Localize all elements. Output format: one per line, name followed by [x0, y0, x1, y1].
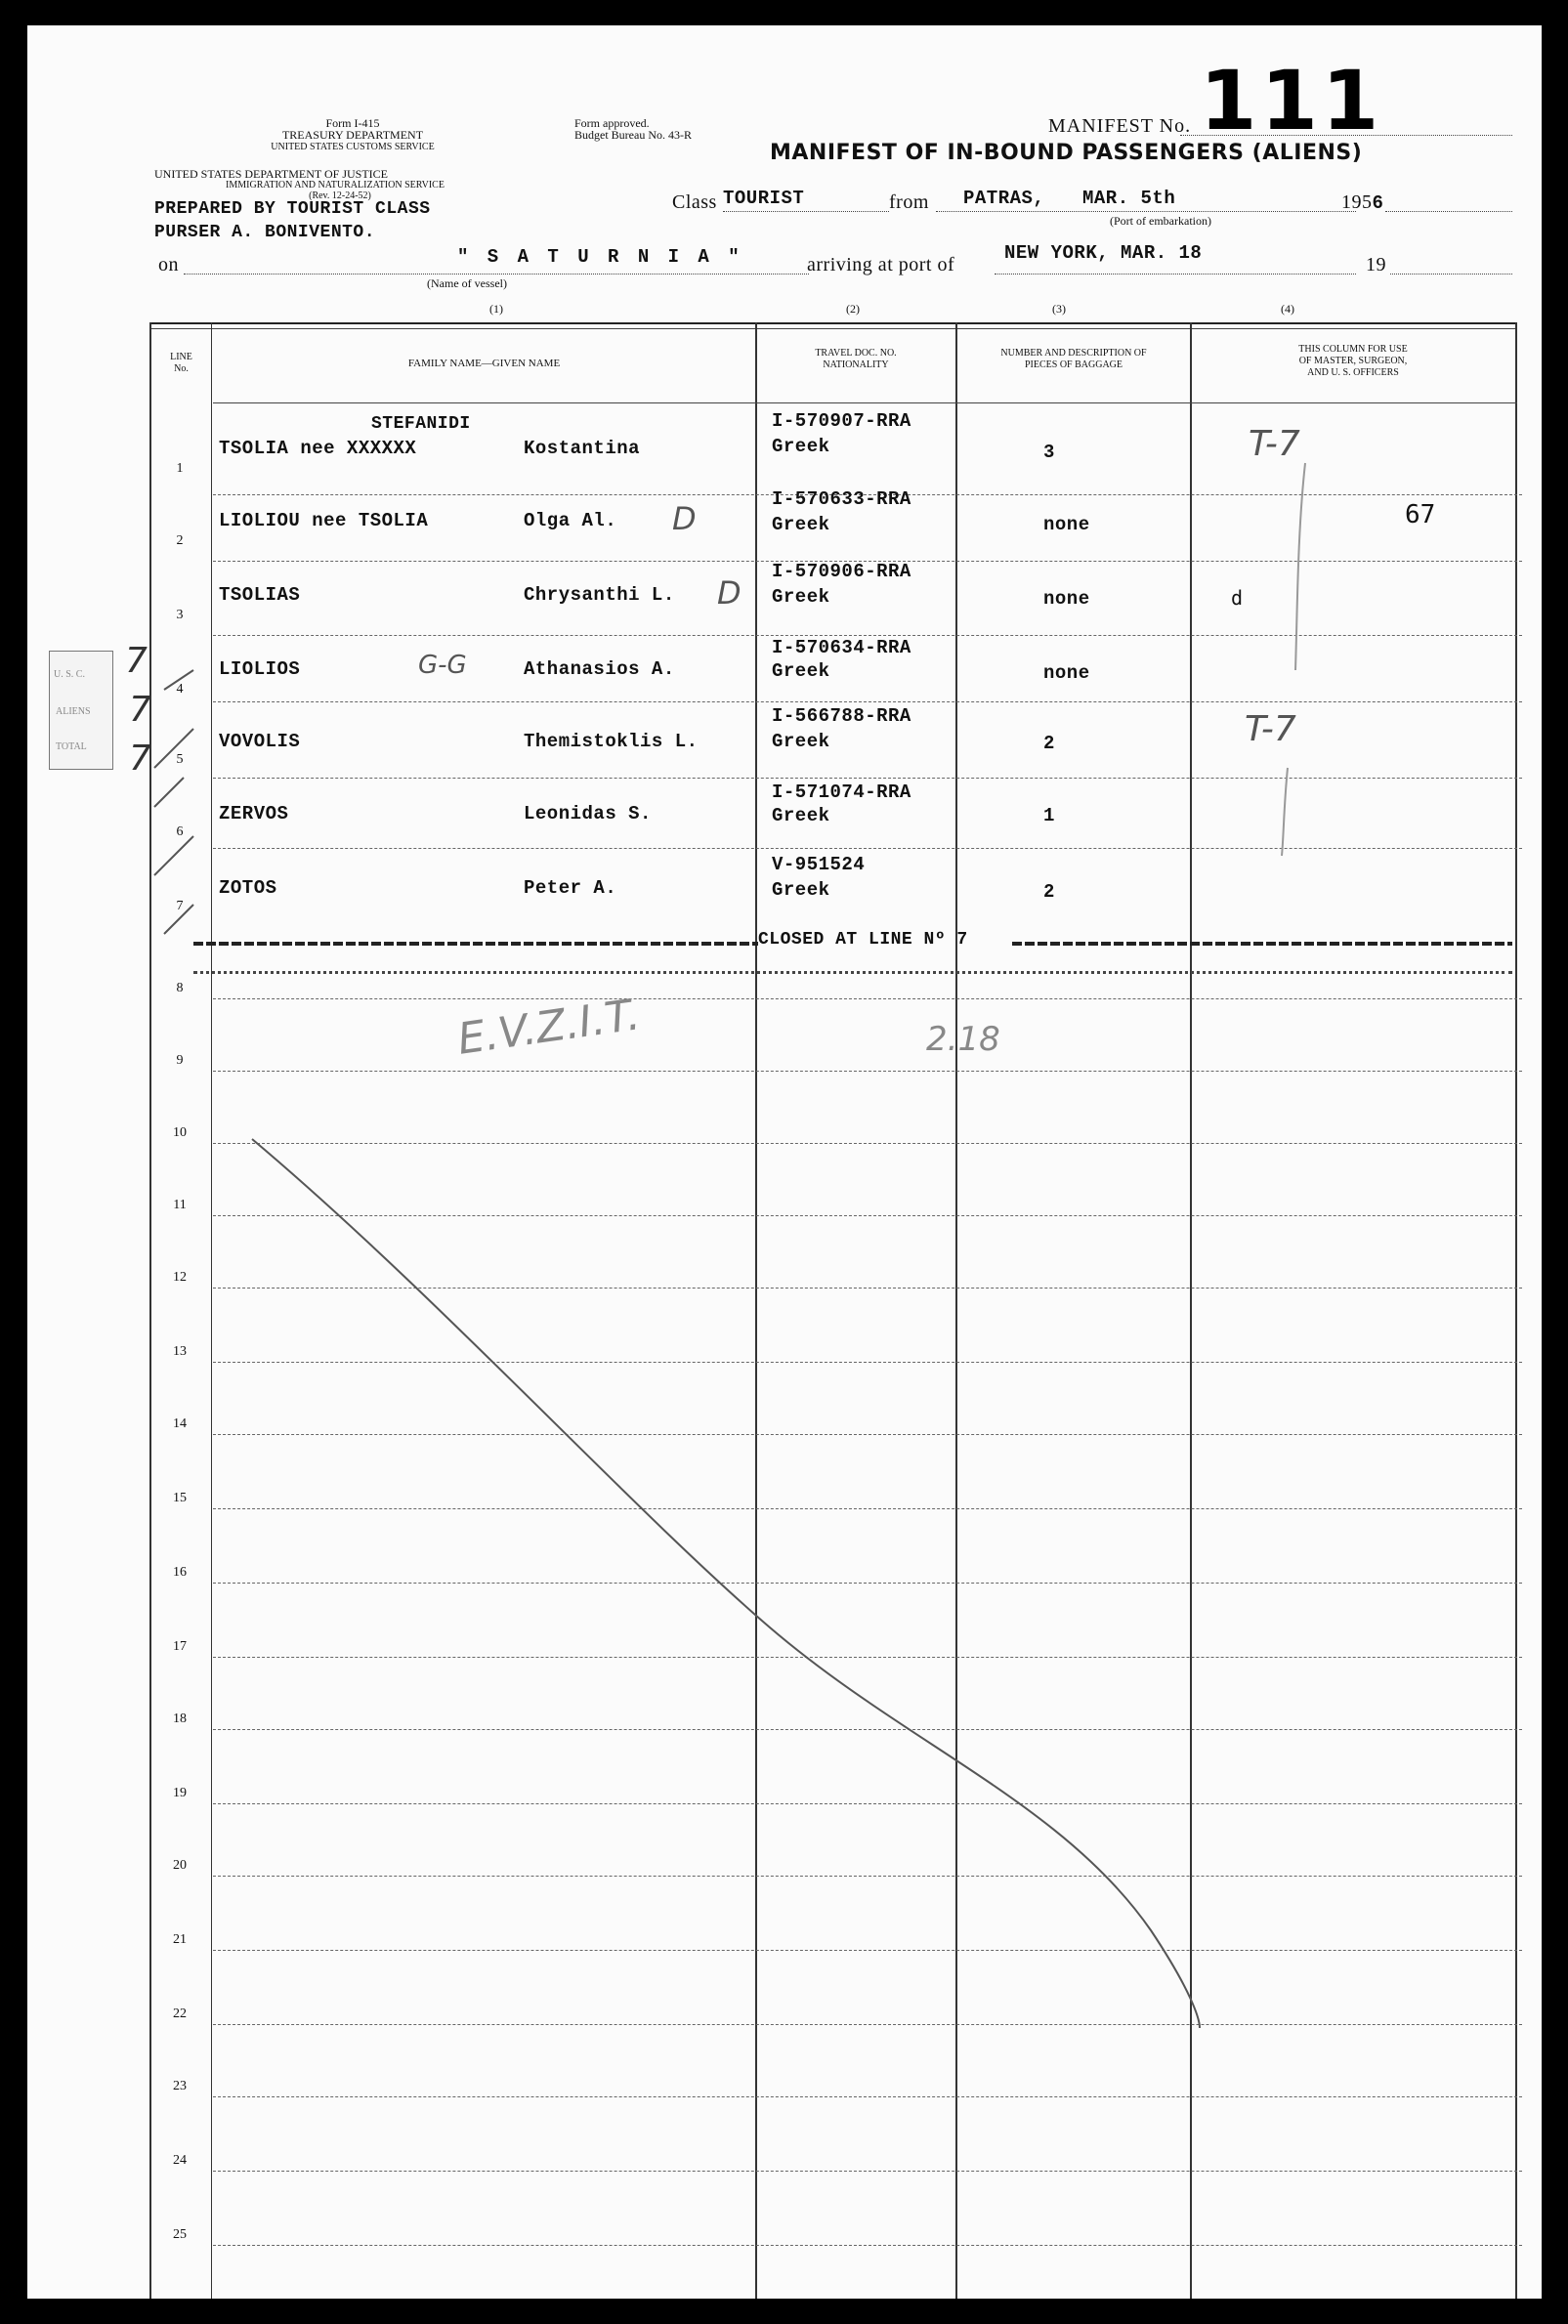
from-value: PATRAS,	[963, 188, 1045, 209]
nationality: Greek	[772, 805, 830, 826]
line-number: 2	[176, 533, 184, 548]
approval-text: Form approved.	[574, 116, 650, 130]
stamp-value: 7	[129, 739, 151, 779]
vessel-caption: (Name of vessel)	[427, 276, 507, 290]
hw-mark: D	[717, 574, 742, 612]
line-number: 14	[173, 1416, 187, 1431]
travel-doc: I-570633-RRA	[772, 488, 911, 510]
nationality: Greek	[772, 436, 830, 457]
travel-doc: I-566788-RRA	[772, 705, 911, 727]
line-number: 13	[173, 1344, 187, 1359]
bag-header-1: NUMBER AND DESCRIPTION OF	[1000, 348, 1147, 359]
baggage: none	[1043, 662, 1090, 684]
arrival-year: 19	[1366, 254, 1386, 275]
officers-header-3: AND U. S. OFFICERS	[1307, 367, 1399, 378]
line-number: 21	[173, 1932, 187, 1947]
line-number: 18	[173, 1711, 187, 1726]
on-label: on	[158, 254, 179, 275]
from-label: from	[889, 191, 929, 213]
line-number: 5	[176, 752, 184, 767]
nationality: Greek	[772, 879, 830, 901]
family-name: LIOLIOS	[219, 658, 301, 680]
travel-doc: I-570634-RRA	[772, 637, 911, 658]
stamp-label-2: ALIENS	[56, 706, 91, 717]
line-number: 12	[173, 1270, 187, 1285]
bag-header-2: PIECES OF BAGGAGE	[1024, 359, 1123, 370]
col-num-4: (4)	[1281, 302, 1294, 316]
line-header-1: LINE	[170, 352, 192, 362]
treasury-label: TREASURY DEPARTMENT	[281, 128, 424, 142]
line-number: 15	[173, 1491, 187, 1505]
given-name: Kostantina	[524, 438, 641, 459]
line-number: 25	[173, 2227, 187, 2242]
travel-doc: V-951524	[772, 854, 866, 875]
line-number: 11	[173, 1198, 187, 1212]
stamp-label-3: TOTAL	[56, 741, 87, 752]
arrival-port: NEW YORK, MAR. 18	[1004, 242, 1203, 264]
prepared-by-line-1: PREPARED BY TOURIST CLASS	[154, 199, 431, 219]
nationality: Greek	[772, 731, 830, 752]
nationality: Greek	[772, 586, 830, 608]
given-name: Athanasios A.	[524, 658, 675, 680]
nationality: Greek	[772, 660, 830, 682]
col-num-1: (1)	[489, 302, 503, 316]
travel-doc: I-570906-RRA	[772, 561, 911, 582]
overwritten-name: STEFANIDI	[371, 414, 471, 434]
stamp-value: 7	[125, 641, 148, 681]
manifest-title: MANIFEST OF IN-BOUND PASSENGERS (ALIENS)	[770, 141, 1363, 165]
line-number: 9	[176, 1053, 184, 1068]
strike-line	[27, 25, 1542, 2299]
hw-mark: G-G	[418, 651, 467, 680]
handwritten-note-2: 2.18	[926, 1020, 1000, 1059]
manifest-number: 111	[1200, 53, 1383, 148]
line-number: 4	[176, 682, 184, 697]
family-name: ZOTOS	[219, 877, 277, 899]
hw-mark: D	[672, 500, 697, 537]
line-number: 7	[176, 899, 184, 913]
class-label: Class	[672, 191, 717, 213]
stamp-label-1: U. S. C.	[54, 669, 85, 680]
prepared-by-line-2: PURSER A. BONIVENTO.	[154, 223, 376, 242]
line-number: 22	[173, 2007, 187, 2021]
given-name: Peter A.	[524, 877, 617, 899]
officer-note: T-7	[1249, 424, 1300, 464]
given-name: Leonidas S.	[524, 803, 652, 824]
port-embark-caption: (Port of embarkation)	[1110, 214, 1211, 228]
line-number: 3	[176, 608, 184, 622]
baggage: 2	[1043, 733, 1055, 754]
travel-doc: I-571074-RRA	[772, 782, 911, 803]
given-name: Chrysanthi L.	[524, 584, 675, 606]
officers-header-2: OF MASTER, SURGEON,	[1298, 356, 1408, 366]
line-number: 16	[173, 1565, 187, 1580]
col-num-2: (2)	[846, 302, 860, 316]
arriving-label: arriving at port of	[807, 254, 955, 275]
doc-header-2: NATIONALITY	[823, 359, 889, 370]
line-number: 19	[173, 1786, 187, 1800]
line-number: 17	[173, 1639, 187, 1654]
customs-label: UNITED STATES CUSTOMS SERVICE	[271, 142, 435, 152]
officer-note: T-7	[1245, 709, 1296, 749]
officer-note: d	[1231, 586, 1244, 610]
nationality: Greek	[772, 514, 830, 535]
travel-doc: I-570907-RRA	[772, 410, 911, 432]
line-number: 23	[173, 2079, 187, 2093]
family-name: VOVOLIS	[219, 731, 301, 752]
from-year-prefix: 195	[1341, 191, 1373, 213]
family-name: TSOLIAS	[219, 584, 301, 606]
stamp-value: 7	[129, 690, 151, 730]
baggage: 1	[1043, 805, 1055, 826]
given-name: Themistoklis L.	[524, 731, 699, 752]
doc-header-1: TRAVEL DOC. NO.	[815, 348, 897, 359]
col-num-3: (3)	[1052, 302, 1066, 316]
baggage: none	[1043, 514, 1090, 535]
approval-text-2: Budget Bureau No. 43-R	[574, 128, 692, 142]
baggage: 3	[1043, 442, 1055, 463]
from-date: MAR. 5th	[1082, 188, 1176, 209]
family-name: ZERVOS	[219, 803, 289, 824]
name-header: FAMILY NAME—GIVEN NAME	[407, 358, 561, 369]
class-value: TOURIST	[723, 188, 805, 209]
vessel-name: " S A T U R N I A "	[457, 246, 743, 268]
given-name: Olga Al.	[524, 510, 617, 531]
family-name: LIOLIOU nee TSOLIA	[219, 510, 429, 531]
side-number: 67	[1405, 500, 1436, 529]
ins-label: IMMIGRATION AND NATURALIZATION SERVICE	[226, 180, 445, 190]
form-number: Form I-415	[325, 116, 380, 130]
line-number: 24	[173, 2153, 187, 2168]
line-number: 8	[176, 981, 184, 995]
from-year-digit: 6	[1372, 192, 1384, 214]
family-name: TSOLIA nee XXXXXX	[219, 438, 417, 459]
baggage: 2	[1043, 881, 1055, 903]
baggage: none	[1043, 588, 1090, 610]
line-number: 1	[176, 461, 184, 476]
justice-label: UNITED STATES DEPARTMENT OF JUSTICE	[154, 167, 389, 181]
line-number: 10	[173, 1125, 187, 1140]
aliens-stamp	[49, 651, 113, 770]
line-number: 20	[173, 1858, 187, 1873]
revision-label: (Rev. 12-24-52)	[309, 190, 371, 201]
officers-header-1: THIS COLUMN FOR USE	[1298, 344, 1408, 355]
line-header-2: No.	[174, 363, 189, 374]
line-number: 6	[176, 824, 184, 839]
manifest-sheet	[27, 25, 1542, 2299]
handwritten-note: E.V.Z.I.T.	[454, 990, 644, 1065]
closed-at-line: CLOSED AT LINE Nº 7	[758, 930, 968, 950]
manifest-no-label: MANIFEST No.	[1048, 115, 1192, 137]
